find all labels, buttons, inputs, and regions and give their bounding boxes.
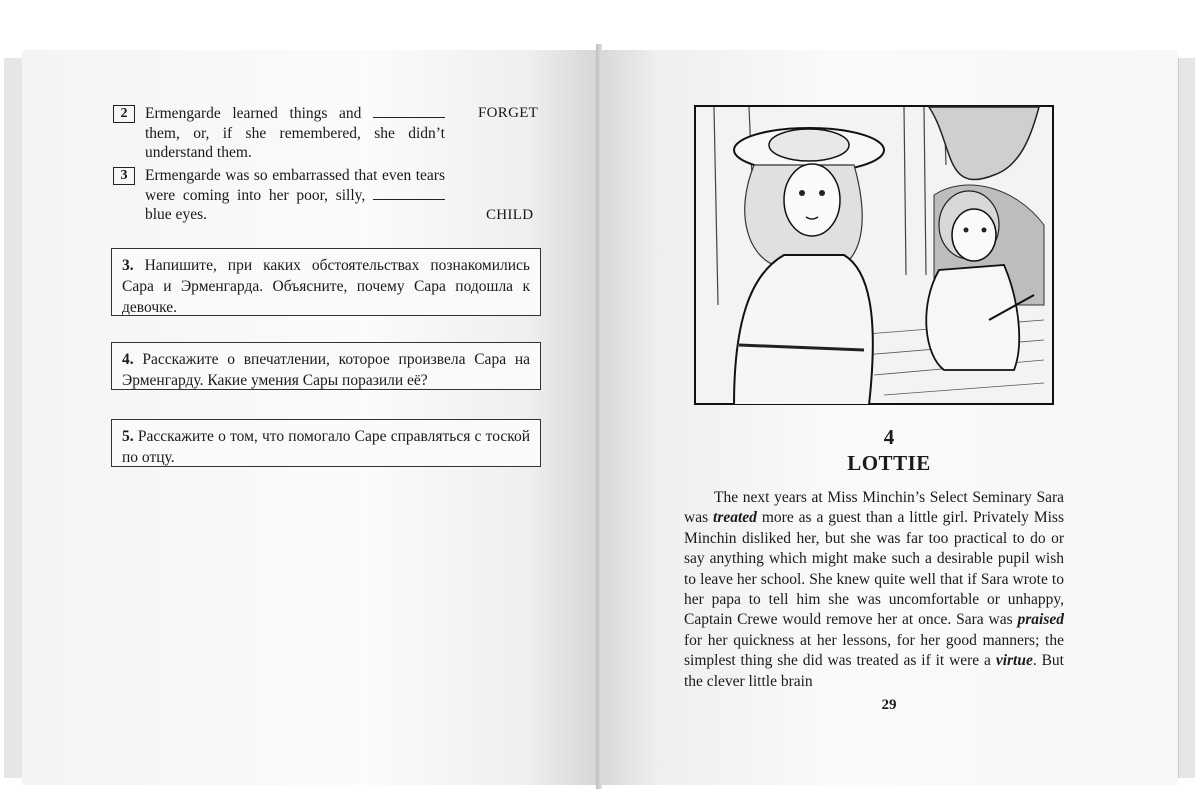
exercise-text (145, 104, 445, 163)
answer-blank[interactable] (373, 199, 445, 200)
task-text: Напишите, при каких обстоятельствах познакомились Сара и Эрменгарда. Объясните, почему Сара подошла к девочке. (122, 257, 530, 316)
exercise-text-before: Ermengarde learned things and (145, 105, 362, 122)
vocabulary-word: virtue (995, 652, 1033, 670)
exercise-keyword: CHILD (486, 207, 534, 223)
book-gutter (596, 44, 602, 789)
chapter-illustration (694, 105, 1054, 405)
story-paragraph (684, 488, 1064, 692)
vocabulary-word: treated (713, 509, 757, 527)
exercise-text-before: Ermengarde was so embarrassed that even tears were coming into her poor, silly, (145, 167, 445, 204)
exercise-text-after: blue eyes. (145, 206, 207, 223)
story-segment: . But the clever little brain (684, 652, 1064, 690)
exercise-number: 2 (113, 105, 135, 123)
task-box (111, 342, 541, 390)
task-number: 5. (122, 428, 134, 445)
page-number: 29 (881, 697, 897, 713)
task-text: Расскажите о впечатлении, которое произвела Сара на Эрменгарду. Какие умения Сары поразили её? (122, 351, 530, 389)
story-segment: The next years at Miss Minchin’s Select Seminary Sara was (684, 489, 1064, 527)
answer-blank[interactable] (373, 117, 445, 118)
exercise-number: 3 (113, 167, 135, 185)
exercise-text-after: them, or, if she remembered, she didn’t understand them. (145, 124, 445, 161)
page-edge (4, 58, 23, 778)
chapter-number: 4 (883, 425, 895, 449)
task-box (111, 419, 541, 467)
task-number: 3. (122, 257, 134, 274)
exercise-keyword: FORGET (478, 105, 539, 121)
task-number: 4. (122, 351, 134, 368)
story-segment: for her quickness at her lessons, for her good manners; the simplest thing she did was treated as if it were a (684, 631, 1064, 670)
story-segment: more as a guest than a little girl. Privately Miss Minchin disliked her, but she was far too practical to do or say anything which might make such a desirable pupil wish to leave her school. She knew quite well that if Sara wrote to her papa to tell him she was uncomfortable or unhappy, Captain Crewe would remove her at once. Sara was (684, 509, 1064, 629)
story-text (684, 488, 1064, 692)
task-text: Расскажите о том, что помогало Саре справляться с тоской по отцу. (122, 428, 530, 466)
chapter-title: LOTTIE (847, 451, 931, 475)
task-box (111, 248, 541, 316)
page-edge (1178, 58, 1195, 778)
exercise-text (145, 166, 445, 225)
vocabulary-word: praised (1017, 611, 1064, 629)
